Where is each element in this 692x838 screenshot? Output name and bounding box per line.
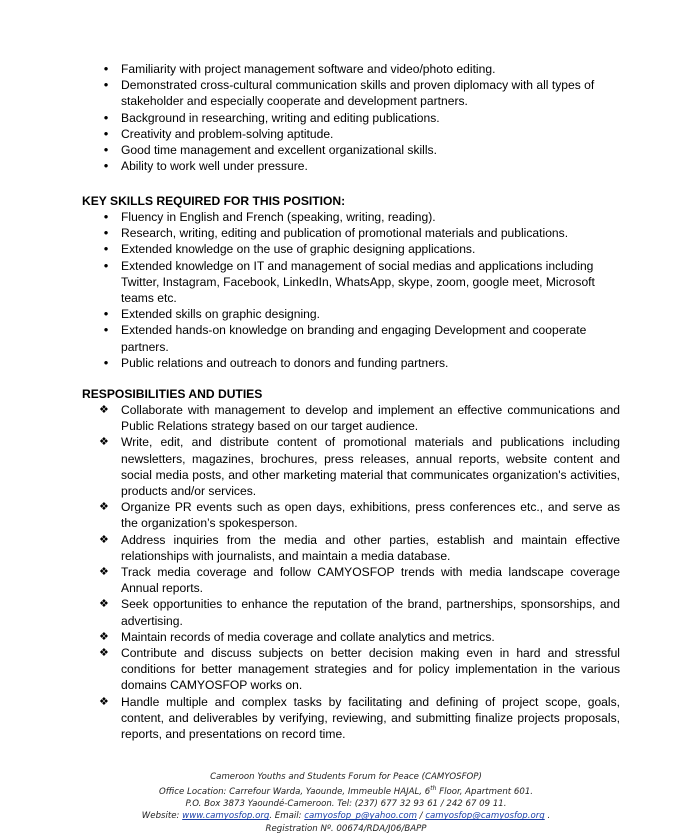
footer-org-name: Cameroon Youths and Students Forum for Peace (CAMYOSFOP): [210, 772, 482, 782]
footer-po-box: P.O. Box 3873 Yaoundé-Cameroon. Tel: (237) 677 32 93 61 / 242 67 09 11.: [185, 799, 507, 810]
list-item: • Familiarity with project management software and video/photo editing.: [82, 61, 627, 77]
bullet-icon: •: [103, 225, 109, 241]
list-item: • Fluency in English and French (speaking, writing, reading).: [82, 209, 627, 225]
diamond-bullet-icon: ❖: [99, 501, 109, 514]
responsibilities-section: [82, 386, 620, 742]
footer-contact: Website: www.camyosfop.org. Email: camyosfop_p@yahoo.com / camyosfop@camyosfop.org .: [141, 811, 551, 822]
responsibilities-list: [82, 402, 620, 742]
list-item: ❖ Collaborate with management to develop and implement an effective communications and Public Relations strategy based on our target audience.: [99, 403, 620, 434]
footer-registration: Registration Nº. 00674/RDA/J06/BAPP: [265, 823, 427, 834]
list-item: • Public relations and outreach to donors and funding partners.: [82, 355, 627, 371]
bullet-icon: •: [103, 61, 109, 76]
diamond-bullet-icon: ❖: [99, 598, 109, 611]
diamond-bullet-icon: ❖: [99, 630, 109, 643]
list-item: ❖ Seek opportunities to enhance the reputation of the brand, partnerships, sponsorships, and advertising.: [99, 597, 620, 628]
bullet-icon: •: [103, 158, 109, 174]
bullet-icon: •: [103, 257, 109, 273]
diamond-bullet-icon: ❖: [99, 404, 109, 416]
bullet-icon: •: [103, 125, 109, 141]
section-heading: RESPOSIBILITIES AND DUTIES: [82, 387, 263, 401]
website-link[interactable]: www.camyosfop.org: [182, 811, 270, 822]
list-item: • Demonstrated cross-cultural communication skills and proven diplomacy with all types of stakeholder and especially cooperate and development partners.: [82, 77, 627, 109]
section-heading: KEY SKILLS REQUIRED FOR THIS POSITION:: [82, 194, 346, 208]
diamond-bullet-icon: ❖: [99, 695, 109, 708]
diamond-bullet-icon: ❖: [99, 566, 109, 579]
bullet-icon: •: [103, 322, 109, 338]
bullet-icon: •: [103, 354, 109, 370]
key-skills-list: [82, 209, 627, 371]
bullet-icon: •: [103, 77, 109, 93]
list-item: ❖ Contribute and discuss subjects on better decision making even in hard and stressful conditions for better management strategies and for policy implementation in the various domains CAMYOSFOP works on.: [99, 646, 620, 693]
list-item: ❖ Handle multiple and complex tasks by facilitating and defining of project scope, goals, content, and deliverables by verifying, reviewing, and submitting finalize projects proposals, reports, and presentations on record time.: [99, 694, 620, 742]
list-item: ❖ Write, edit, and distribute content of promotional materials and publications including newsletters, magazines, brochures, press releases, annual reports, website content and social media posts, and other marketing material that communicates organization's activities, products and/or services.: [99, 435, 620, 499]
key-skills-section: [82, 193, 627, 371]
bullet-icon: •: [103, 306, 109, 322]
bullet-icon: •: [103, 209, 109, 224]
bullet-icon: •: [103, 142, 109, 158]
list-item: ❖ Maintain records of media coverage and collate analytics and metrics.: [99, 629, 495, 644]
list-item: • Background in researching, writing and editing publications.: [82, 110, 627, 126]
list-item: ❖ Address inquiries from the media and other parties, establish and maintain effective relationships with journalists, and maintain a media database.: [99, 532, 620, 563]
list-item: ❖ Organize PR events such as open days, exhibitions, press conferences etc., and serve as the organization’s spokesperson.: [99, 500, 620, 531]
diamond-bullet-icon: ❖: [99, 647, 109, 660]
list-item: • Research, writing, editing and publication of promotional materials and publications.: [82, 225, 627, 241]
qualifications-list: [82, 61, 627, 174]
bullet-icon: •: [103, 241, 109, 257]
list-item: • Creativity and problem-solving aptitude.: [82, 126, 627, 142]
email-link[interactable]: camyosfop_p@yahoo.com: [304, 811, 417, 822]
list-item: • Extended skills on graphic designing.: [82, 306, 627, 322]
bullet-icon: •: [103, 109, 109, 125]
list-item: • Extended knowledge on the use of graphic designing applications.: [82, 241, 627, 257]
email-link[interactable]: camyosfop@camyosfop.org: [425, 811, 545, 822]
footer-office-location: Office Location: Carrefour Warda, Yaounde, Immeuble HAJAL, 6th Floor, Apartment 601.: [158, 785, 534, 798]
list-item: • Extended hands-on knowledge on branding and engaging Development and cooperate partners.: [82, 322, 627, 354]
list-item: • Ability to work well under pressure.: [82, 158, 627, 174]
list-item: • Extended knowledge on IT and management of social medias and applications including Twitter, Instagram, Facebook, LinkedIn, WhatsApp, skype, zoom, google meet, Microsoft teams etc.: [82, 258, 627, 307]
list-item: ❖ Track media coverage and follow CAMYOSFOP trends with media landscape coverage Annual reports.: [99, 565, 620, 596]
list-item: • Good time management and excellent organizational skills.: [82, 142, 627, 158]
page-footer: [0, 771, 692, 835]
qualifications-section: [82, 61, 627, 174]
diamond-bullet-icon: ❖: [99, 533, 109, 546]
diamond-bullet-icon: ❖: [99, 436, 109, 449]
